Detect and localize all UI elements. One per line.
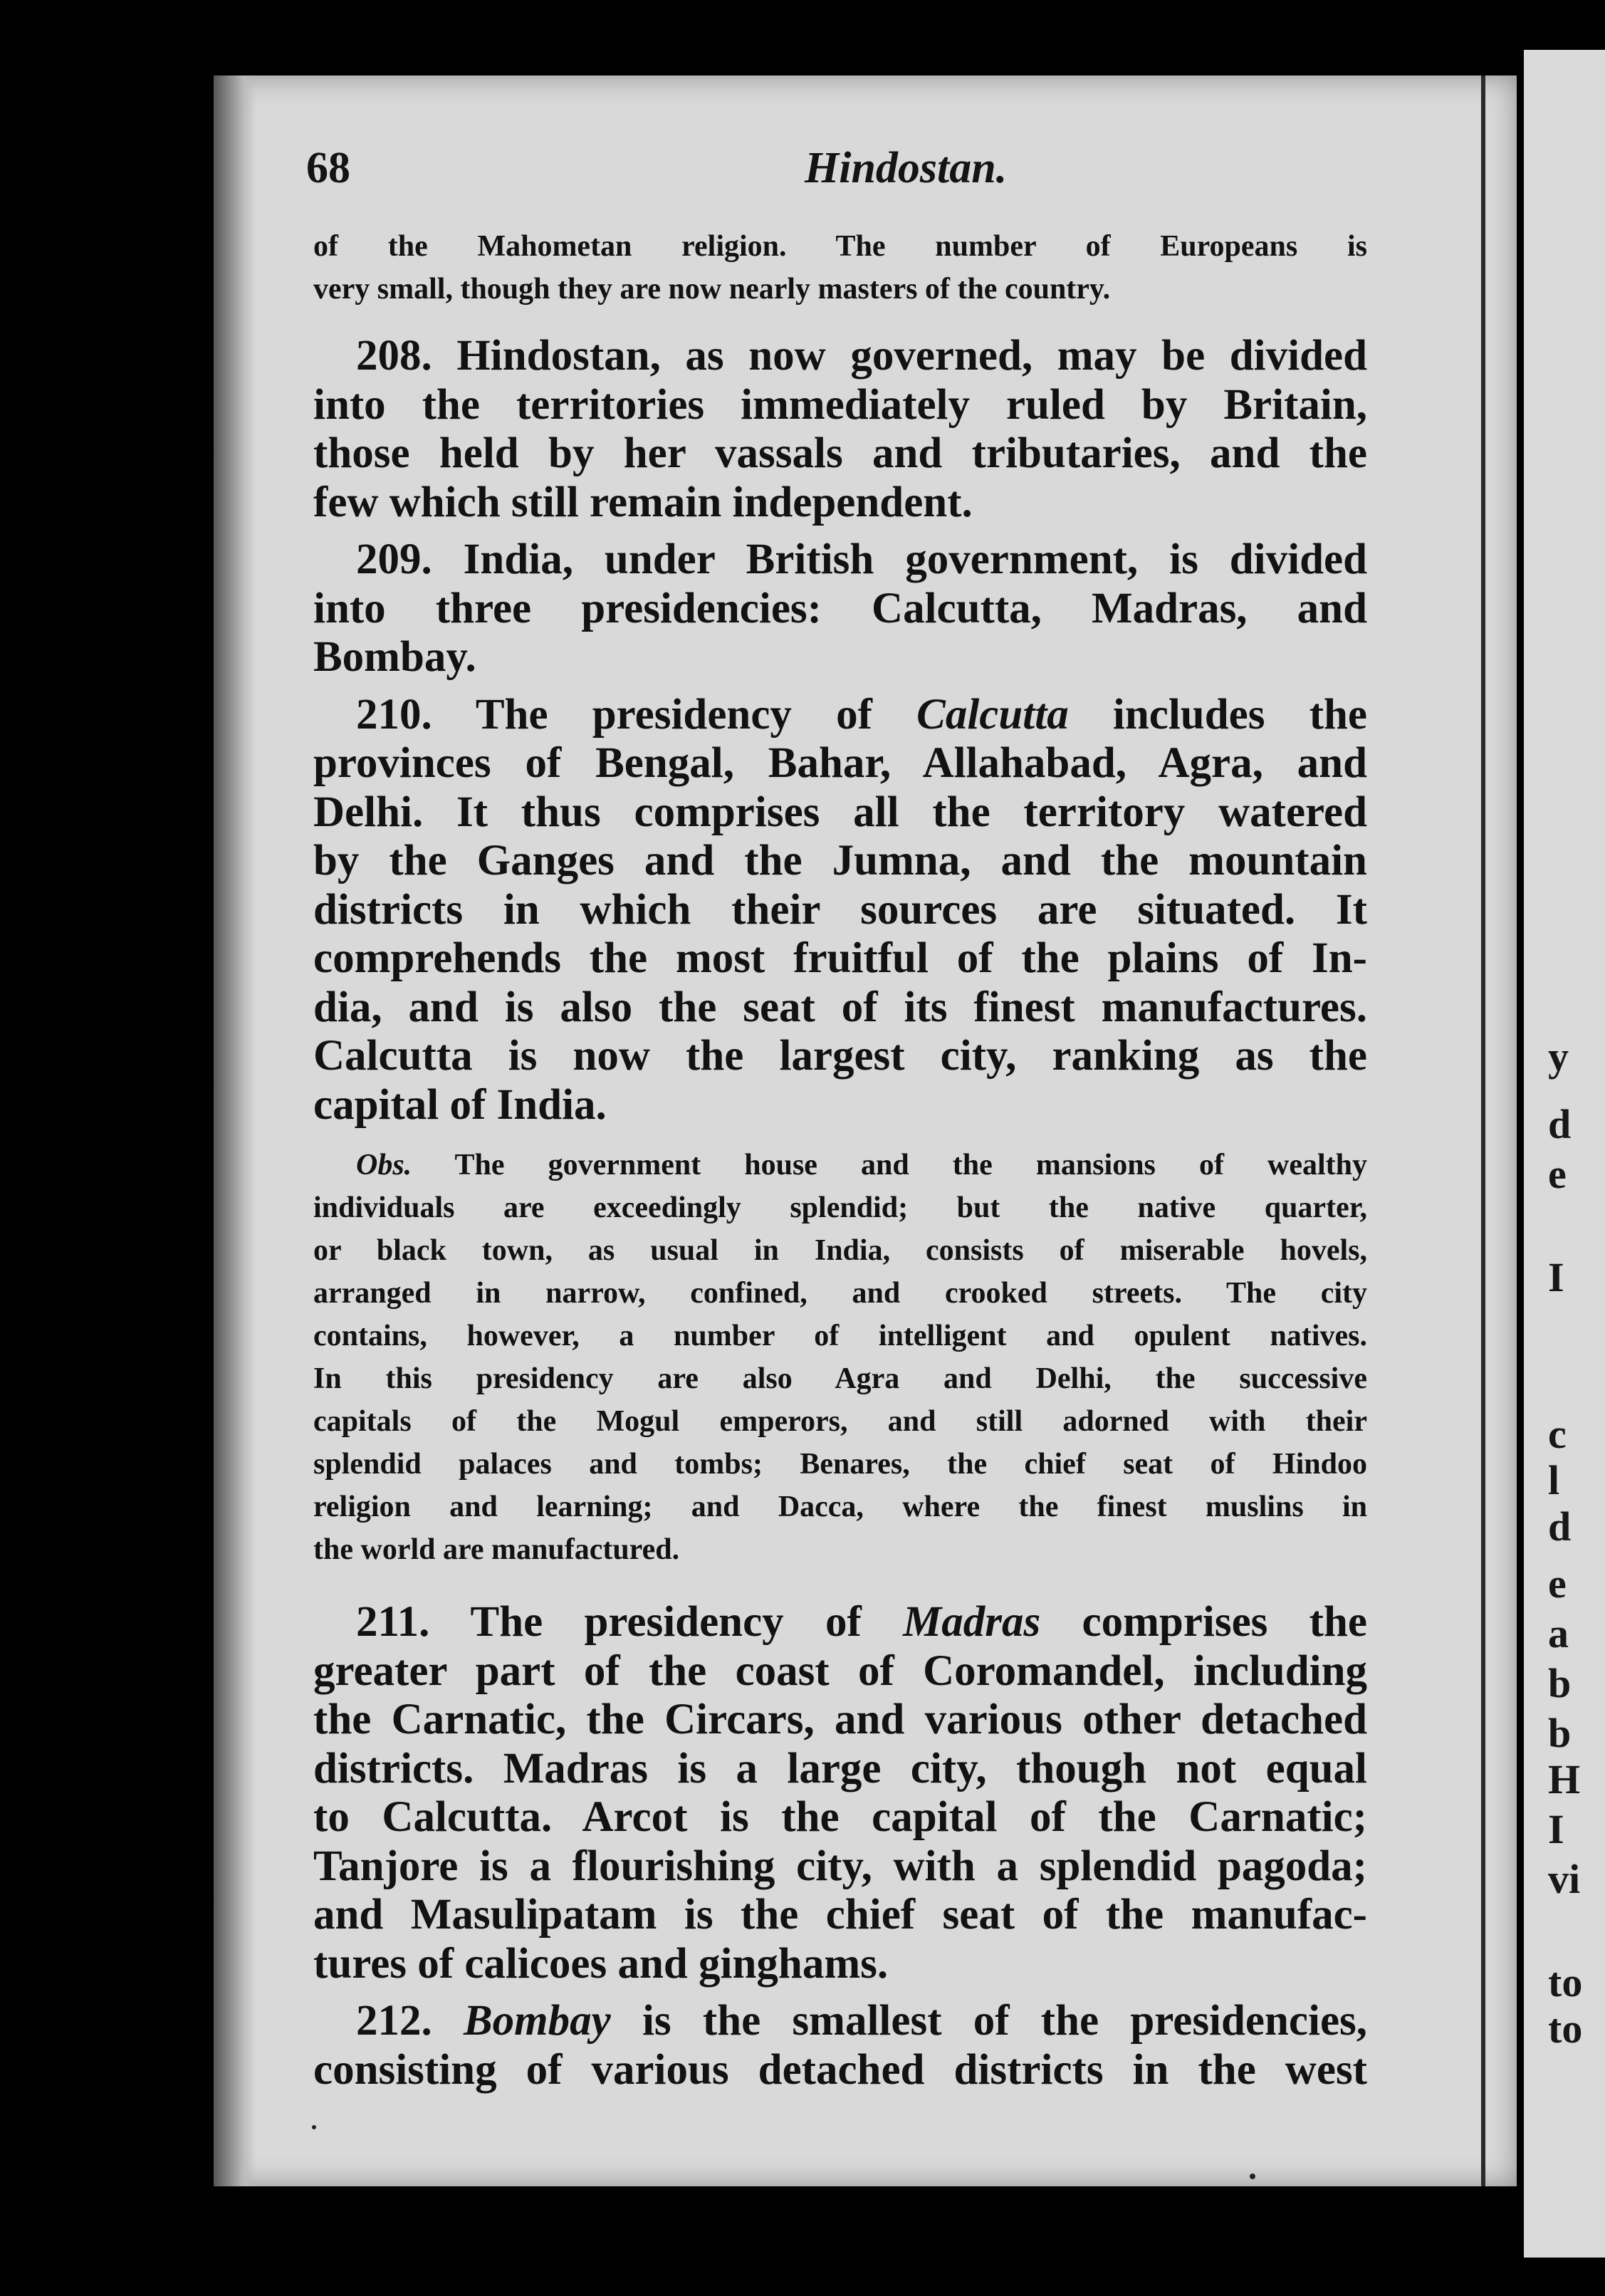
text-line: provinces of Bengal, Bahar, Allahabad, Agra, and — [313, 739, 1367, 787]
facing-page-letter: a — [1548, 1610, 1569, 1656]
text-line: comprehends the most fruitful of the plains of In- — [313, 934, 1367, 982]
text-line: individuals are exceedingly splendid; but the native quarter, — [313, 1191, 1367, 1224]
page-header — [306, 143, 1460, 207]
text-line — [313, 1997, 1367, 2046]
intro-paragraph — [313, 225, 1367, 311]
text-line: In this presidency are also Agra and Delhi, the successive — [313, 1362, 1367, 1395]
facing-page-letter: vi — [1548, 1856, 1581, 1902]
text-line: very small, though they are now nearly masters of the country. — [313, 273, 1111, 306]
paragraph-210 — [313, 691, 1367, 1130]
facing-page-letter: e — [1548, 1560, 1567, 1607]
text-run: is the smallest of the presidencies, — [610, 1997, 1368, 2045]
text-line: the Carnatic, the Circars, and various other detached — [313, 1696, 1367, 1743]
italic-term: Bombay — [464, 1997, 611, 2045]
page-edge — [1481, 75, 1485, 2186]
text-line: contains, however, a number of intelligent and opulent natives. — [313, 1320, 1367, 1352]
text-line: into three presidencies: Calcutta, Madras, and — [313, 584, 1367, 632]
text-line: capitals of the Mogul emperors, and still adorned with their — [313, 1405, 1367, 1438]
paragraph-209 — [313, 536, 1367, 682]
text-line — [313, 691, 1367, 740]
facing-page-letter: y — [1548, 1033, 1569, 1080]
italic-term: Calcutta — [916, 690, 1069, 739]
text-line: districts in which their sources are situated. It — [313, 885, 1367, 934]
facing-page-letter: to — [1548, 2005, 1583, 2052]
facing-page-letter: to — [1548, 1959, 1583, 2005]
page-body — [313, 225, 1367, 2094]
paragraph-212 — [313, 1997, 1367, 2094]
page-number: 68 — [306, 144, 350, 192]
observation-note — [313, 1144, 1367, 1571]
italic-term: Madras — [903, 1598, 1041, 1646]
text-line: Delhi. It thus comprises all the territory watered — [313, 788, 1367, 836]
facing-page-letter: l — [1548, 1457, 1560, 1503]
text-run: 210. The presidency of — [356, 690, 917, 739]
text-line — [313, 1144, 1367, 1186]
text-run: 211. The presidency of — [356, 1598, 904, 1646]
text-line: districts. Madras is a large city, though not equal — [313, 1744, 1367, 1793]
text-line: those held by her vassals and tributaries, and the — [313, 429, 1367, 477]
text-line: dia, and is also the seat of its finest manufactures. — [313, 983, 1367, 1031]
facing-page-letter: I — [1548, 1806, 1564, 1852]
text-line: splendid palaces and tombs; Benares, the chief seat of Hindoo — [313, 1448, 1367, 1481]
text-line: by the Ganges and the Jumna, and the mountain — [313, 837, 1367, 885]
ink-speck — [1250, 2174, 1255, 2179]
obs-label: Obs. — [356, 1149, 412, 1181]
text-line: religion and learning; and Dacca, where the finest muslins in — [313, 1491, 1367, 1523]
text-line: capital of India. — [313, 1080, 607, 1129]
text-line: of the Mahometan religion. The number of Europeans is — [313, 230, 1367, 263]
facing-page-letter: d — [1548, 1101, 1572, 1147]
facing-page-letter: b — [1548, 1660, 1572, 1706]
text-line: or black town, as usual in India, consists of miserable hovels, — [313, 1234, 1367, 1267]
text-run: 212. — [356, 1997, 464, 2045]
paragraph-211 — [313, 1598, 1367, 1988]
text-line: greater part of the coast of Coromandel, including — [313, 1647, 1367, 1695]
text-line: to Calcutta. Arcot is the capital of the Carnatic; — [313, 1793, 1367, 1841]
text-run: comprises the — [1040, 1598, 1367, 1646]
facing-page-letter: d — [1548, 1503, 1572, 1550]
text-line: Calcutta is now the largest city, ranking as the — [313, 1032, 1367, 1080]
text-line: Tanjore is a flourishing city, with a splendid pagoda; — [313, 1842, 1367, 1890]
text-line: and Masulipatam is the chief seat of the manufac- — [313, 1891, 1367, 1938]
text-line: tures of calicoes and ginghams. — [313, 1939, 889, 1988]
text-line: Bombay. — [313, 633, 476, 681]
text-line: 208. Hindostan, as now governed, may be divided — [356, 332, 1367, 380]
facing-page-letter: c — [1548, 1411, 1567, 1457]
text-line: few which still remain independent. — [313, 478, 973, 526]
facing-page-letter: I — [1548, 1254, 1564, 1300]
text-line: 209. India, under British government, is divided — [356, 536, 1367, 583]
paragraph-208 — [313, 332, 1367, 527]
facing-page-letter: b — [1548, 1710, 1572, 1756]
text-line: arranged in narrow, confined, and crooked streets. The city — [313, 1277, 1367, 1310]
facing-page-letter: e — [1548, 1151, 1567, 1197]
text-line: consisting of various detached districts in the west — [313, 2045, 1367, 2094]
book-page — [214, 75, 1517, 2186]
ink-speck — [312, 2125, 316, 2129]
facing-page-letter: H — [1548, 1756, 1581, 1802]
text-line: the world are manufactured. — [313, 1533, 680, 1566]
text-run: includes the — [1068, 690, 1368, 739]
gutter-shadow — [214, 75, 256, 2186]
text-line: into the territories immediately ruled by Britain, — [313, 380, 1367, 429]
facing-page-strip — [1524, 50, 1605, 2258]
text-line — [313, 1598, 1367, 1647]
text-run: The government house and the mansions of wealthy — [412, 1149, 1367, 1181]
running-head: Hindostan. — [805, 144, 1008, 192]
